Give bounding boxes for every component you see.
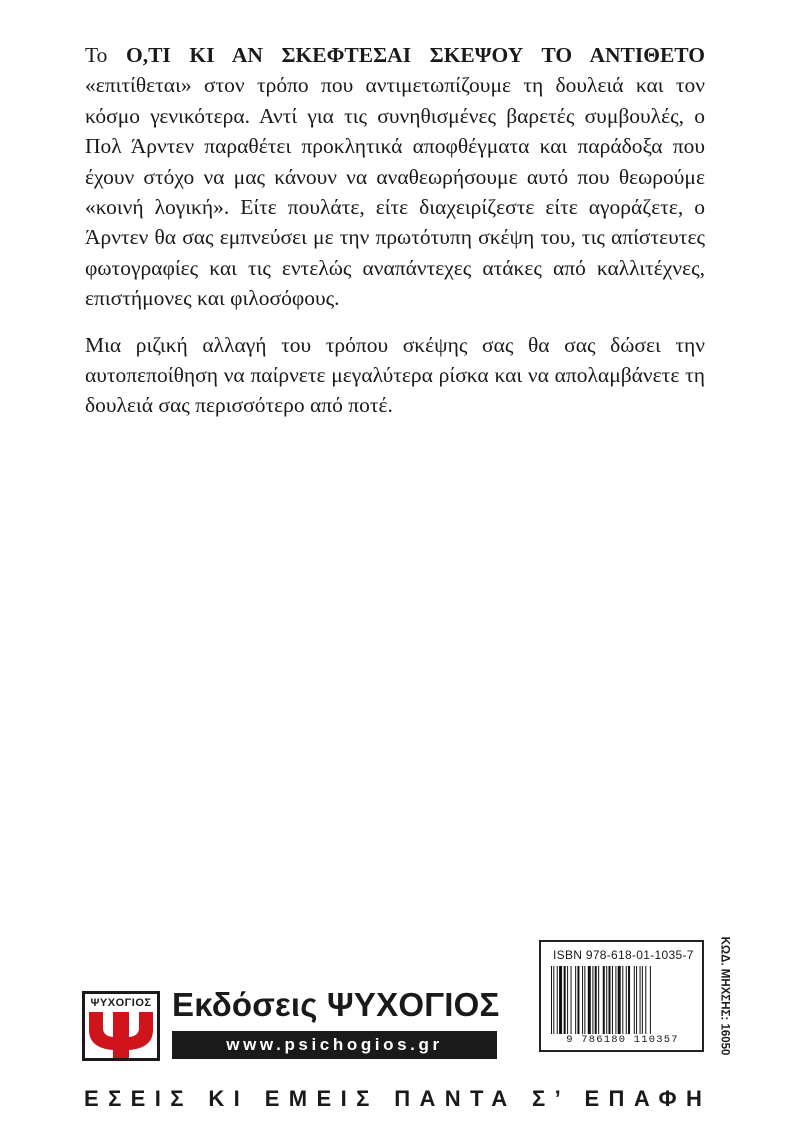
barcode-bar [582,966,583,1034]
blurb-intro: Το [85,43,126,67]
barcode-bar [575,966,576,1034]
publisher-url[interactable]: www.psichogios.gr [172,1031,497,1059]
barcode-bar [598,966,599,1034]
back-cover-blurb [85,40,705,421]
barcode-bar [584,966,585,1034]
barcode-bar [622,966,623,1034]
blurb-body: «επιτίθεται» στον τρόπο που αντιμετωπίζουμε τη δουλειά και τον κόσμο γενικότερα. Αντί για τις συνηθισμένες βαρετές συμβουλές, ο Πολ Άρντεν παραθέτει προκλητικά αποφθέγματα και παράδοξα που έχουν στόχο να μας κάνουν να αναθεωρήσουμε αυτό που θεωρούμε «κοινή λογική». Είτε πουλάτε, είτε διαχειρίζεστε είτε αγοράζετε, ο Άρντεν θα σας εμπνεύσει με την πρωτότυπη σκέψη του, τις απίστευτες φωτογραφίες και τις εντελώς αναπάντεχες ατάκες από καλλιτέχνες, επιστήμονες και φιλοσόφους. [85,73,705,311]
barcode-bar [595,966,597,1034]
barcode-bar [612,966,613,1034]
blurb-paragraph-1 [85,40,705,314]
barcode-bar [551,966,552,1034]
barcode-digits: 9 786180 110357 [566,1034,679,1046]
barcode-bar [650,966,651,1034]
barcode-bar [618,966,621,1034]
barcode-bar [645,966,646,1034]
barcode-bar [609,966,611,1034]
publisher-slogan: ΕΣΕΙΣ ΚΙ ΕΜΕΙΣ ΠΑΝΤΑ Σ’ ΕΠΑΦΗ [84,1086,712,1111]
barcode-bar [606,966,607,1034]
barcode-bar [588,966,591,1034]
barcode-bar [553,966,554,1034]
barcode-bar [603,966,605,1034]
product-code-text: ΚΩΔ. ΜΗΧΣΗΣ: 16050 [718,936,731,1056]
barcode-bar [626,966,627,1034]
publisher-name: Εκδόσεις ΨΥΧΟΓΙΟΣ [172,986,500,1023]
barcode-bar [634,966,635,1034]
barcode-bar [577,966,579,1034]
logo-wordmark: ΨΥΧΟΓΙΟΣ [90,997,152,1009]
barcode-bar [642,966,643,1034]
barcode-bar [564,966,566,1034]
barcode-bar [592,966,593,1034]
barcode-bar [636,966,637,1034]
barcode-bar [559,966,562,1034]
barcode-bar [628,966,630,1034]
barcode [551,966,694,1034]
psi-icon [85,1012,157,1058]
barcode-bar [567,966,568,1034]
barcode-bar [571,966,572,1034]
publisher-logo [82,991,160,1061]
isbn-box [539,940,704,1052]
barcode-bar [640,966,641,1034]
product-code [716,936,732,1056]
blurb-paragraph-2: Μια ριζική αλλαγή του τρόπου σκέψης σας θα σας δώσει την αυτοπεποίθηση να παίρνετε μεγαλύτερα ρίσκα και να απολαμβάνετε τη δουλειά σας περισσότερο από ποτέ. [85,332,705,418]
isbn-label: ISBN 978-618-01-1035-7 [553,948,694,962]
book-title: Ο,ΤΙ ΚΙ ΑΝ ΣΚΕΦΤΕΣΑΙ ΣΚΕΨΟΥ ΤΟ ΑΝΤΙΘΕΤΟ [125,43,705,67]
barcode-bar [557,966,558,1034]
barcode-bar [615,966,616,1034]
